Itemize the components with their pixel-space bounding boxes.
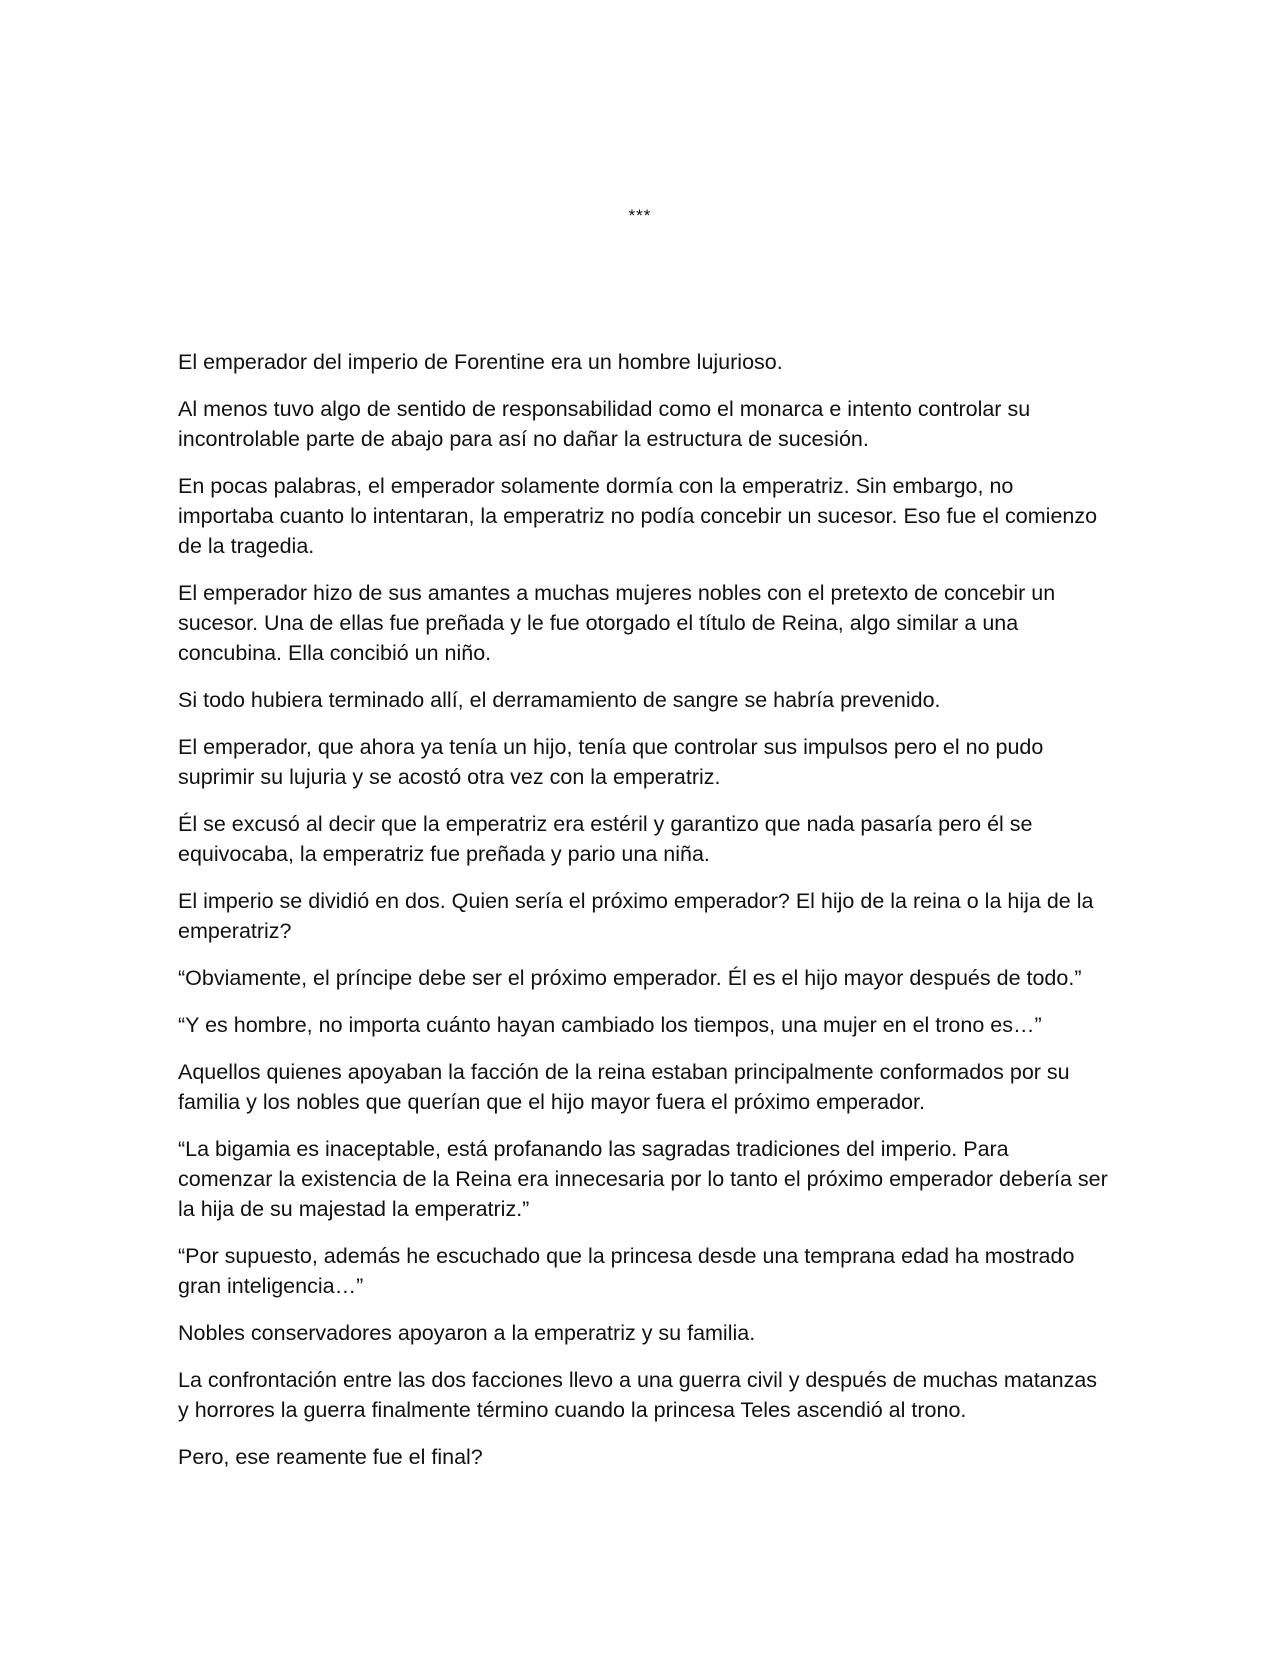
- section-separator: ***: [628, 206, 652, 225]
- paragraph: Nobles conservadores apoyaron a la emperatriz y su familia.: [178, 1321, 756, 1345]
- paragraph: La confrontación entre las dos facciones llevo a una guerra civil y después de muchas matanzas y horrores la guerra finalmente término cuando la princesa Teles ascendió al trono.: [178, 1368, 1098, 1422]
- document-body: [178, 347, 1108, 1489]
- paragraph: El emperador hizo de sus amantes a muchas mujeres nobles con el pretexto de concebir un sucesor. Una de ellas fue preñada y le fue otorgado el título de Reina, algo similar a una concubina. Ella concibió un niño.: [178, 581, 1056, 665]
- quote-paragraph: “La bigamia es inaceptable, está profanando las sagradas tradiciones del imperio. Para comenzar la existencia de la Reina era innecesaria por lo tanto el próximo emperador debería ser la hija de su majestad la emperatriz.”: [178, 1137, 1108, 1221]
- quote-paragraph: “Obviamente, el príncipe debe ser el próximo emperador. Él es el hijo mayor después de todo.”: [178, 966, 1082, 990]
- paragraph: Aquellos quienes apoyaban la facción de la reina estaban principalmente conformados por su familia y los nobles que querían que el hijo mayor fuera el próximo emperador.: [178, 1060, 1070, 1114]
- paragraph: Al menos tuvo algo de sentido de responsabilidad como el monarca e intento controlar su incontrolable parte de abajo para así no dañar la estructura de sucesión.: [178, 397, 1031, 451]
- quote-paragraph: “Por supuesto, además he escuchado que la princesa desde una temprana edad ha mostrado gran inteligencia…”: [178, 1244, 1075, 1298]
- paragraph: El emperador, que ahora ya tenía un hijo, tenía que controlar sus impulsos pero el no pudo suprimir su lujuria y se acostó otra vez con la emperatriz.: [178, 735, 1044, 789]
- quote-paragraph: “Y es hombre, no importa cuánto hayan cambiado los tiempos, una mujer en el trono es…”: [178, 1013, 1042, 1037]
- paragraph: En pocas palabras, el emperador solamente dormía con la emperatriz. Sin embargo, no importaba cuanto lo intentaran, la emperatriz no podía concebir un sucesor. Eso fue el comienzo de la tragedia.: [178, 474, 1098, 558]
- closing-paragraph: Pero, ese reamente fue el final?: [178, 1445, 483, 1469]
- paragraph: El emperador del imperio de Forentine era un hombre lujurioso.: [178, 350, 783, 374]
- paragraph: El imperio se dividió en dos. Quien sería el próximo emperador? El hijo de la reina o la hija de la emperatriz?: [178, 889, 1094, 943]
- paragraph: Él se excusó al decir que la emperatriz era estéril y garantizo que nada pasaría pero él se equivocaba, la emperatriz fue preñada y pario una niña.: [178, 812, 1033, 866]
- paragraph: Si todo hubiera terminado allí, el derramamiento de sangre se habría prevenido.: [178, 688, 941, 712]
